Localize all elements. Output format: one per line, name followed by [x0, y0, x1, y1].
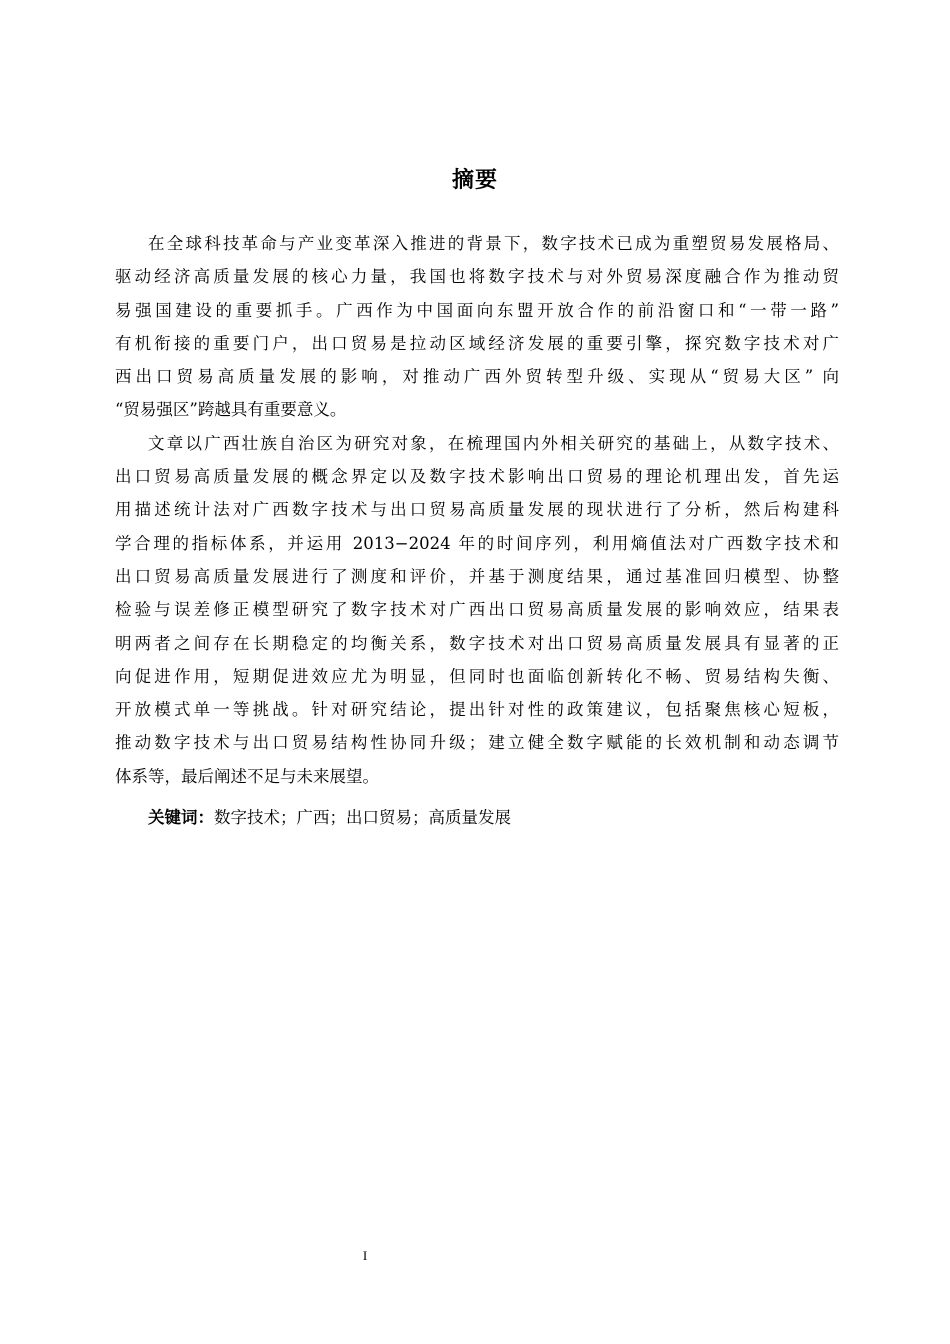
- text-line: 有机衔接的重要门户，出口贸易是拉动区域经济发展的重要引擎，探究数字技术对广: [115, 333, 839, 353]
- text-line: 文章以广西壮族自治区为研究对象，在梳理国内外相关研究的基础上，从数字技术、: [148, 433, 839, 453]
- text-line: 用描述统计法对广西数字技术与出口贸易高质量发展的现状进行了分析，然后构建科: [115, 500, 839, 520]
- text-line: 易强国建设的重要抓手。广西作为中国面向东盟开放合作的前沿窗口和“一带一路”: [115, 300, 839, 320]
- text-line: “贸易强区”跨越具有重要意义。: [115, 400, 347, 420]
- keywords-value: 数字技术；广西；出口贸易；高质量发展: [214, 808, 511, 827]
- keywords-label: 关键词：: [148, 808, 214, 827]
- text-line: 出口贸易高质量发展进行了测度和评价，并基于测度结果，通过基准回归模型、协整: [115, 566, 839, 586]
- text-line: 驱动经济高质量发展的核心力量，我国也将数字技术与对外贸易深度融合作为推动贸: [115, 267, 839, 287]
- paragraph: [115, 427, 839, 793]
- page-number: I: [362, 1248, 368, 1263]
- text-line: 明两者之间存在长期稳定的均衡关系，数字技术对出口贸易高质量发展具有显著的正: [115, 633, 839, 653]
- text-line: 体系等，最后阐述不足与未来展望。: [115, 766, 379, 786]
- abstract-body: [115, 227, 839, 793]
- abstract-title: 摘要: [451, 168, 498, 193]
- text-line: 开放模式单一等挑战。针对研究结论，提出针对性的政策建议，包括聚焦核心短板，: [115, 700, 839, 720]
- text-line: 学合理的指标体系，并运用 2013−2024 年的时间序列，利用熵值法对广西数字技术和: [115, 533, 839, 553]
- text-line: 检验与误差修正模型研究了数字技术对广西出口贸易高质量发展的影响效应，结果表: [115, 600, 839, 620]
- text-line: 出口贸易高质量发展的概念界定以及数字技术影响出口贸易的理论机理出发，首先运: [115, 467, 839, 487]
- text-line: 西出口贸易高质量发展的影响，对推动广西外贸转型升级、实现从“贸易大区” 向: [115, 367, 839, 387]
- text-line: 在全球科技革命与产业变革深入推进的背景下，数字技术已成为重塑贸易发展格局、: [148, 234, 839, 253]
- paragraph: [115, 227, 839, 427]
- text-line: 向促进作用，短期促进效应尤为明显，但同时也面临创新转化不畅、贸易结构失衡、: [115, 666, 839, 686]
- text-line: 推动数字技术与出口贸易结构性协同升级；建立健全数字赋能的长效机制和动态调节: [115, 733, 839, 753]
- keywords-line: [148, 803, 511, 833]
